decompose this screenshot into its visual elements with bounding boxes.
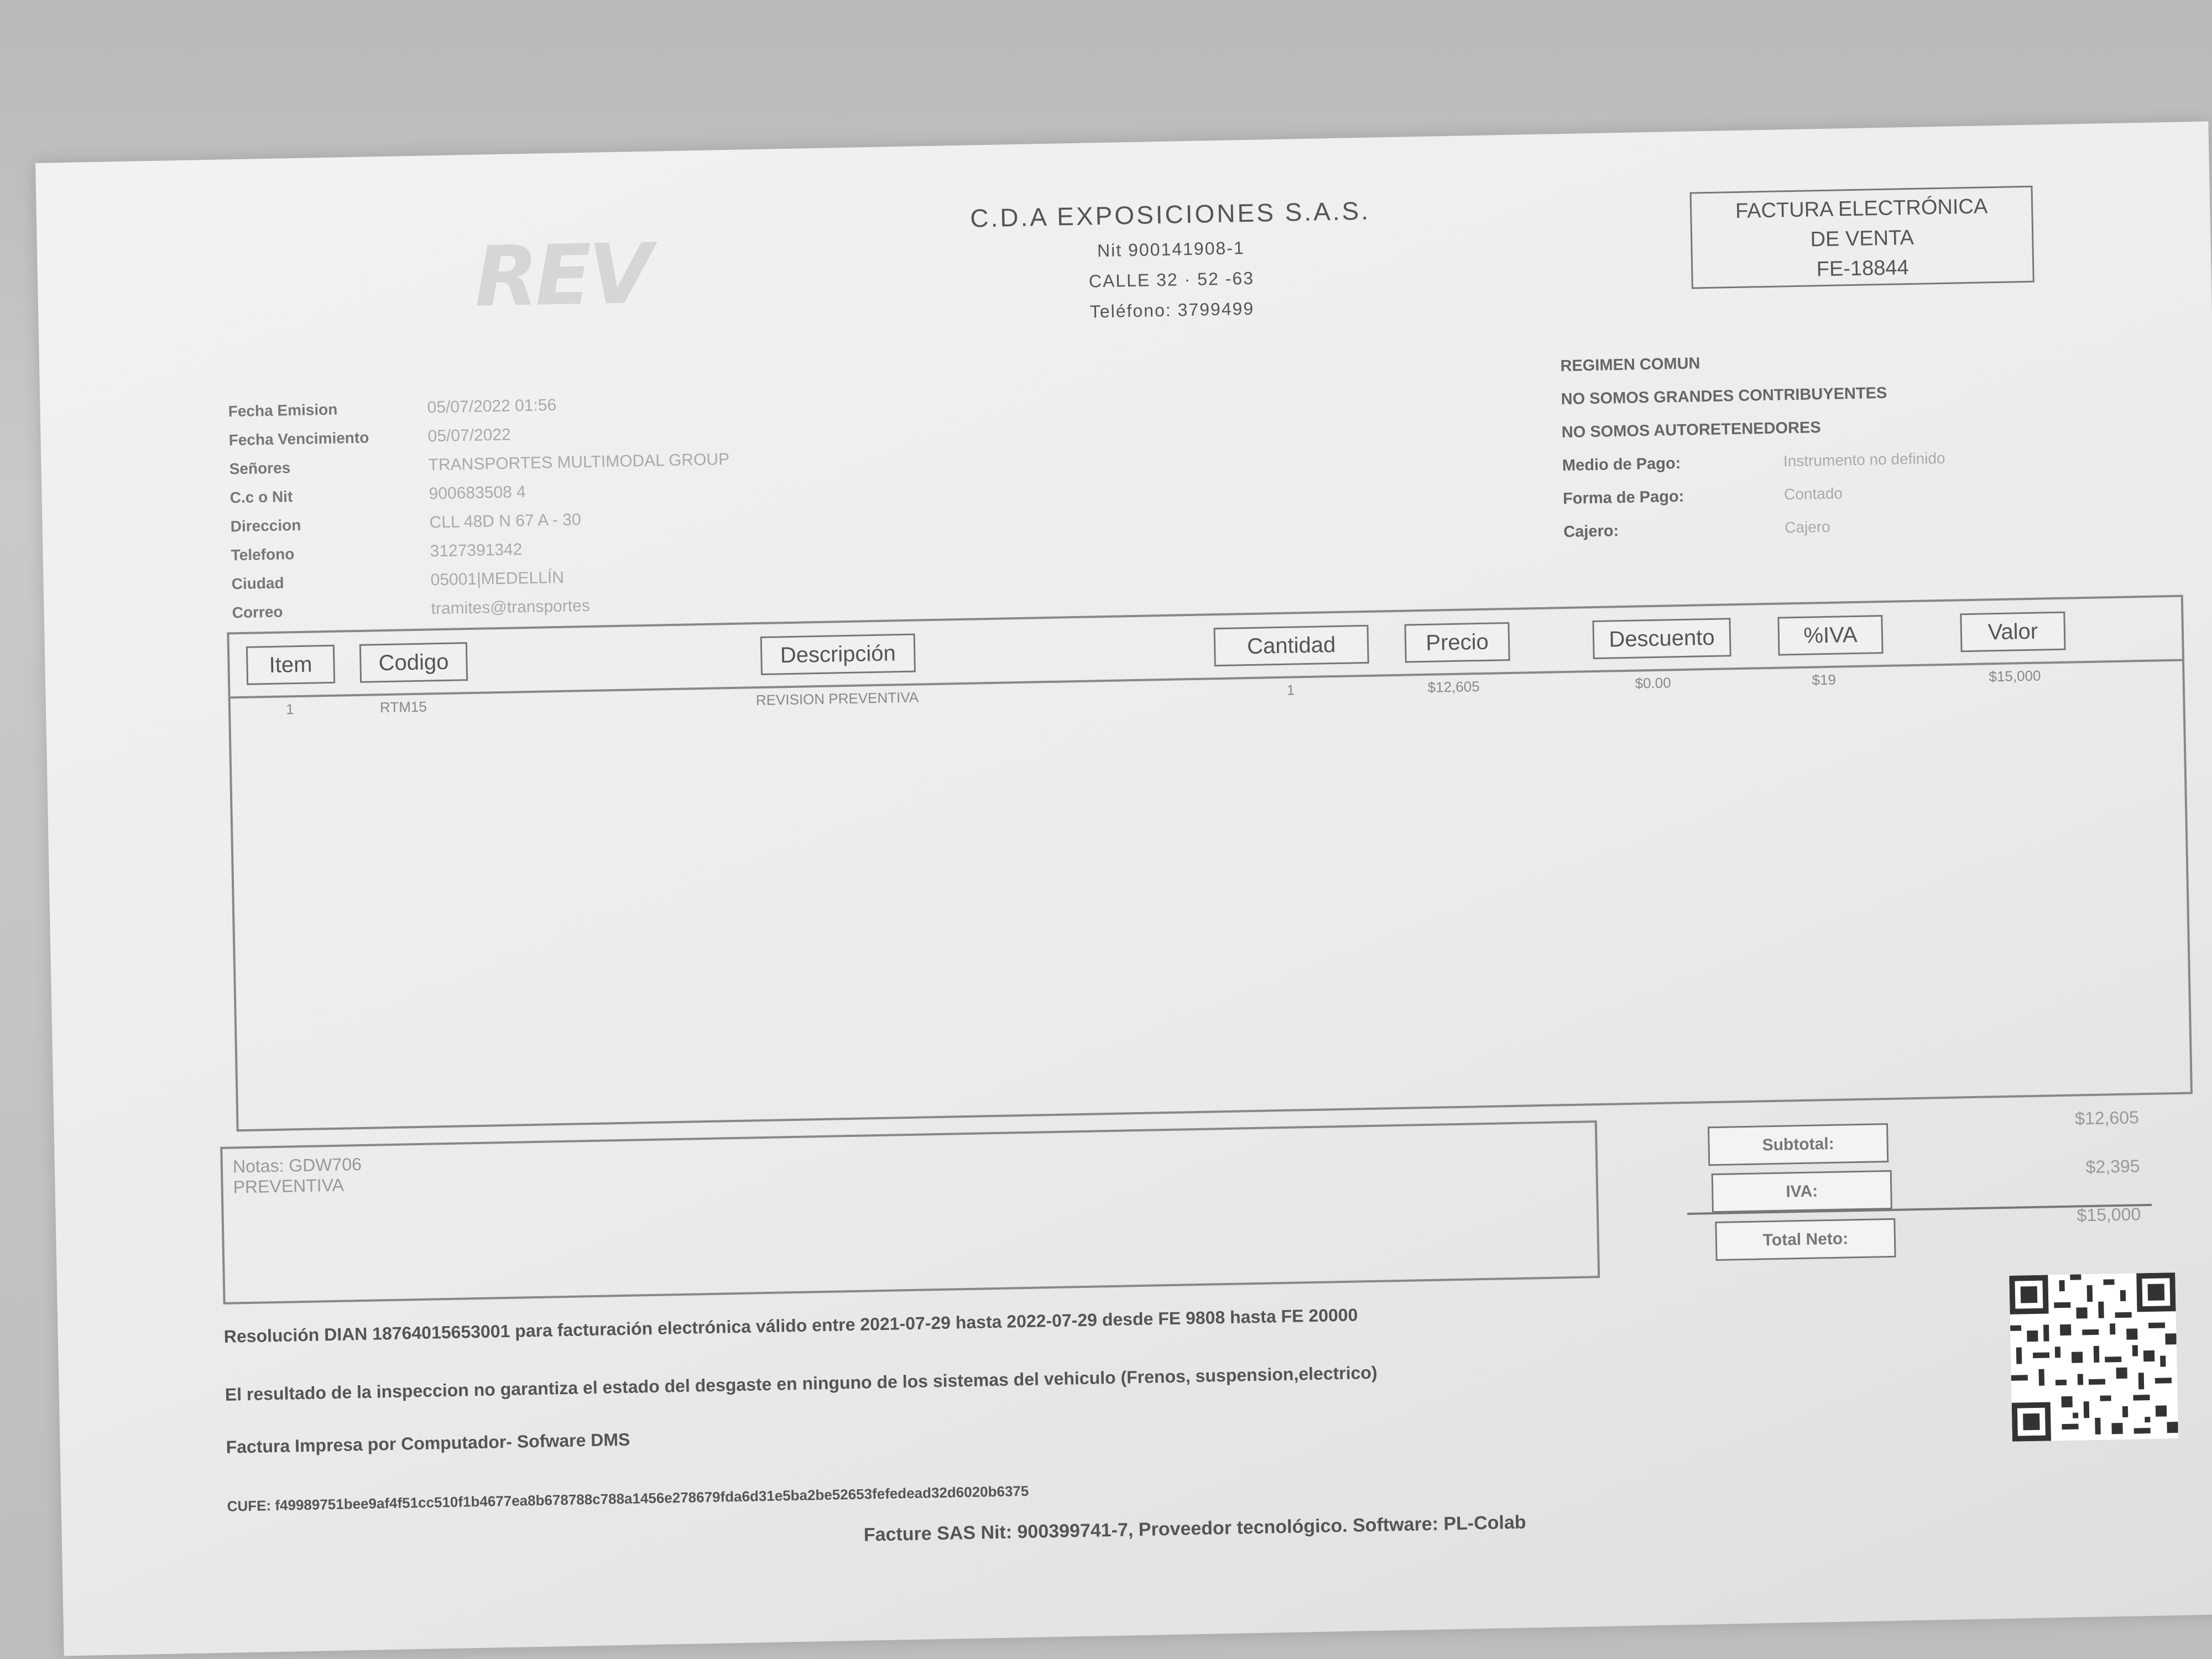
iva-label: IVA: <box>1712 1170 1892 1213</box>
field-value: CLL 48D N 67 A - 30 <box>429 510 581 532</box>
header-item: Item <box>246 645 335 685</box>
regime-line: NO SOMOS AUTORETENEDORES <box>1561 418 1821 441</box>
header-valor: Valor <box>1960 612 2065 653</box>
company-nit: Nit 900141908-1 <box>1097 238 1245 261</box>
cell-item: 1 <box>285 701 294 718</box>
invoice-paper <box>35 122 2212 1656</box>
payment-form-value: Contado <box>1783 484 1843 503</box>
notes-line: Notas: GDW706 <box>232 1154 362 1177</box>
field-label: Direccion <box>230 516 301 535</box>
field-value: 3127391342 <box>430 540 523 561</box>
customer-fields <box>228 378 1228 627</box>
header-codigo: Codigo <box>359 642 468 683</box>
header-precio: Precio <box>1404 622 1510 663</box>
qr-code-icon <box>2009 1272 2178 1442</box>
company-logo: REV <box>473 226 650 326</box>
notes-line: PREVENTIVA <box>233 1175 345 1197</box>
cell-cantidad: 1 <box>1286 681 1295 698</box>
header-descripcion: Descripción <box>760 634 916 675</box>
items-table <box>227 595 2193 1132</box>
notes-box <box>220 1120 1600 1305</box>
header-cantidad: Cantidad <box>1214 625 1369 666</box>
company-name: C.D.A EXPOSICIONES S.A.S. <box>969 196 1371 233</box>
total-value: $15,000 <box>2077 1204 2141 1225</box>
company-address: CALLE 32 · 52 -63 <box>1088 268 1255 291</box>
cashier-value: Cajero <box>1784 518 1830 536</box>
printed-by-text: Factura Impresa por Computador- Sofware DMS <box>226 1429 630 1457</box>
provider-text: Facture SAS Nit: 900399741-7, Proveedor tecnológico. Software: PL-Colab <box>863 1511 1526 1546</box>
field-label: Correo <box>232 603 283 622</box>
cell-valor: $15,000 <box>1989 667 2041 685</box>
header-descuento: Descuento <box>1592 618 1731 659</box>
cell-descripcion: REVISION PREVENTIVA <box>755 688 919 709</box>
field-label: Ciudad <box>231 574 284 593</box>
invoice-type-box <box>1690 186 2034 289</box>
total-label: Total Neto: <box>1715 1218 1896 1261</box>
company-header <box>921 195 1421 325</box>
field-value: 05/07/2022 01:56 <box>427 395 557 417</box>
field-label: Señores <box>229 459 291 478</box>
payment-method-label: Medio de Pago: <box>1562 454 1681 474</box>
field-label: Fecha Emision <box>228 400 338 420</box>
cell-precio: $12,605 <box>1427 678 1480 696</box>
payment-method-value: Instrumento no definido <box>1783 449 1945 470</box>
invoice-type-line1: FACTURA ELECTRÓNICA <box>1735 195 1988 223</box>
cufe-text: CUFE: f49989751bee9af4f51cc510f1b4677ea8b678788c788a1456e278679fda6d31e5ba2be52653fefedead32d6020b6375 <box>227 1482 1029 1515</box>
subtotal-value: $12,605 <box>2074 1107 2140 1129</box>
field-label: Fecha Vencimiento <box>228 429 369 449</box>
cell-codigo: RTM15 <box>379 698 427 716</box>
field-value: 05/07/2022 <box>427 425 512 446</box>
cashier-label: Cajero: <box>1563 521 1619 541</box>
cell-descuento: $0.00 <box>1635 674 1671 692</box>
cell-iva: $19 <box>1812 671 1837 688</box>
field-value: 900683508 4 <box>429 483 526 503</box>
field-value: tramites@transportes <box>431 596 591 618</box>
company-phone: Teléfono: 3799499 <box>1089 298 1255 322</box>
invoice-type-line2: DE VENTA <box>1810 226 1914 252</box>
disclaimer-text: El resultado de la inspeccion no garantiza el estado del desgaste en ninguno de los sistemas del vehiculo (Frenos, suspension,electrico) <box>225 1362 1378 1405</box>
field-label: Telefono <box>231 545 295 564</box>
regime-info <box>1560 339 2117 549</box>
subtotal-label: Subtotal: <box>1708 1123 1888 1166</box>
header-iva: %IVA <box>1777 615 1883 656</box>
iva-value: $2,395 <box>2085 1156 2140 1177</box>
resolution-text: Resolución DIAN 18764015653001 para facturación electrónica válido entre 2021-07-29 hasta 2022-07-29 desde FE 9808 hasta FE 20000 <box>223 1305 1358 1347</box>
invoice-number: FE-18844 <box>1816 256 1910 281</box>
field-value: TRANSPORTES MULTIMODAL GROUP <box>428 450 730 474</box>
field-label: C.c o Nit <box>229 488 293 507</box>
payment-form-label: Forma de Pago: <box>1562 487 1684 508</box>
regime-line: REGIMEN COMUN <box>1560 354 1700 375</box>
field-value: 05001|MEDELLÍN <box>430 568 565 589</box>
regime-line: NO SOMOS GRANDES CONTRIBUYENTES <box>1561 384 1887 408</box>
